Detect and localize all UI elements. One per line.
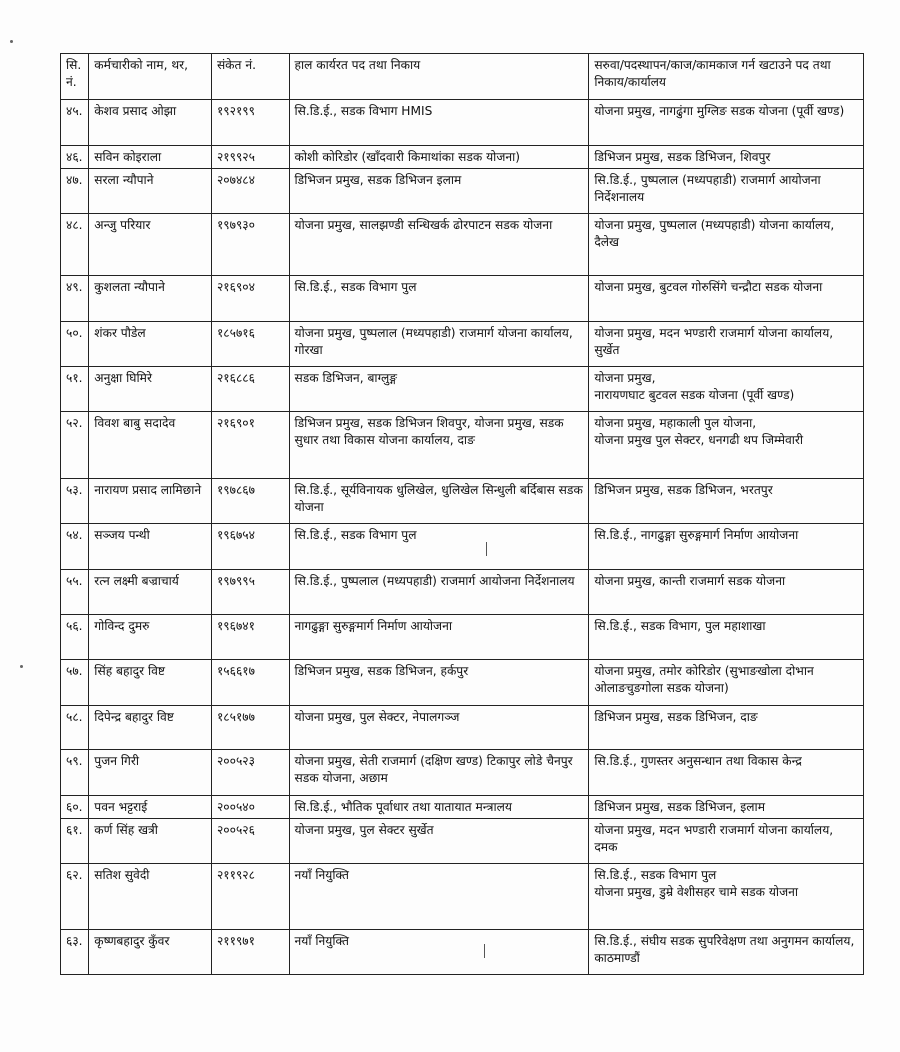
employee-name-cell: कृष्णबहादुर कुँवर	[89, 930, 212, 975]
scan-speck	[10, 40, 13, 43]
current-post-cell: कोशी कोरिडोर (खाँदवारी किमाथांका सडक योजना)	[289, 146, 589, 169]
code-cell: १९७८६७	[211, 479, 289, 524]
code-cell: २१६९०१	[211, 412, 289, 479]
serial-cell: ५७.	[61, 660, 89, 706]
transfer-post-cell	[589, 276, 864, 322]
current-post-cell: नयाँ नियुक्ति	[289, 930, 589, 975]
table-row	[61, 276, 864, 322]
table-row	[61, 524, 864, 570]
table-header-row	[61, 54, 864, 100]
employee-name-cell: केशव प्रसाद ओझा	[89, 100, 212, 146]
transfer-post-cell	[589, 169, 864, 214]
transfer-line: डिभिजन प्रमुख, सडक डिभिजन, दाङ	[594, 710, 758, 724]
table-row	[61, 706, 864, 750]
table-row	[61, 750, 864, 796]
transfer-line: डिभिजन प्रमुख, सडक डिभिजन, इलाम	[594, 800, 765, 814]
code-cell: १९६७४१	[211, 615, 289, 660]
transfer-line: योजना प्रमुख, कान्ती राजमार्ग सडक योजना	[594, 574, 786, 588]
table-row	[61, 100, 864, 146]
employee-name-cell: कुशलता न्यौपाने	[89, 276, 212, 322]
table-row	[61, 930, 864, 975]
transfer-post-cell	[589, 214, 864, 276]
transfer-post-cell	[589, 570, 864, 615]
transfer-post-cell	[589, 367, 864, 412]
employee-name-cell: दिपेन्द्र बहादुर विष्ट	[89, 706, 212, 750]
employee-name-cell: विवश बाबु सदादेव	[89, 412, 212, 479]
transfer-post-cell	[589, 796, 864, 819]
table-row	[61, 367, 864, 412]
employee-name-cell: सिंह बहादुर विष्ट	[89, 660, 212, 706]
transfer-line: डिभिजन प्रमुख, सडक डिभिजन, शिवपुर	[594, 150, 771, 164]
table-row	[61, 322, 864, 367]
employee-name-cell: पुजन गिरी	[89, 750, 212, 796]
transfer-post-cell	[589, 524, 864, 570]
header-current-post: हाल कार्यरत पद तथा निकाय	[289, 54, 589, 100]
current-post-cell: सि.डि.ई., सडक विभाग पुल	[289, 524, 589, 570]
current-post-cell: नागढुङ्गा सुरुङ्गमार्ग निर्माण आयोजना	[289, 615, 589, 660]
transfer-post-cell	[589, 819, 864, 864]
current-post-cell: सडक डिभिजन, बाग्लुङ्ग	[289, 367, 589, 412]
serial-cell: ४६.	[61, 146, 89, 169]
code-cell: १९७९९५	[211, 570, 289, 615]
code-cell: १९७९३०	[211, 214, 289, 276]
current-post-cell: सि.डि.ई., सडक विभाग HMIS	[289, 100, 589, 146]
table-row	[61, 660, 864, 706]
serial-cell: ५६.	[61, 615, 89, 660]
transfer-post-cell	[589, 322, 864, 367]
employee-name-cell: अन्जु परियार	[89, 214, 212, 276]
header-code: संकेत नं.	[211, 54, 289, 100]
code-cell: १९२१९९	[211, 100, 289, 146]
current-post-cell: डिभिजन प्रमुख, सडक डिभिजन, हर्कपुर	[289, 660, 589, 706]
transfer-line: डिभिजन प्रमुख, सडक डिभिजन, भरतपुर	[594, 483, 773, 497]
serial-cell: ६३.	[61, 930, 89, 975]
transfer-line: सि.डि.ई., नागढुङ्गा सुरुङ्गमार्ग निर्माण आयोजना	[594, 528, 799, 542]
employee-name-cell: गोविन्द दुमरु	[89, 615, 212, 660]
transfer-post-cell	[589, 100, 864, 146]
employee-name-cell: कर्ण सिंह खत्री	[89, 819, 212, 864]
transfer-post-cell	[589, 615, 864, 660]
serial-cell: ५३.	[61, 479, 89, 524]
code-cell: २११९२८	[211, 864, 289, 930]
serial-cell: ५१.	[61, 367, 89, 412]
code-cell: १५६६१७	[211, 660, 289, 706]
current-post-cell: योजना प्रमुख, पुल सेक्टर सुर्खेत	[289, 819, 589, 864]
code-cell: २००५४०	[211, 796, 289, 819]
table-row	[61, 819, 864, 864]
scan-speck	[20, 665, 23, 668]
current-post-cell: नयाँ नियुक्ति	[289, 864, 589, 930]
current-post-cell: योजना प्रमुख, सालझण्डी सन्धिखर्क ढोरपाटन सडक योजना	[289, 214, 589, 276]
table-row	[61, 479, 864, 524]
employee-name-cell: पवन भट्टराई	[89, 796, 212, 819]
current-post-cell: सि.डि.ई., सूर्यविनायक धुलिखेल, धुलिखेल सिन्धुली बर्दिबास सडक योजना	[289, 479, 589, 524]
transfer-line: योजना प्रमुख,	[594, 371, 656, 385]
employee-name-cell: सरला न्यौपाने	[89, 169, 212, 214]
header-name: कर्मचारीको नाम, थर,	[89, 54, 212, 100]
code-cell: २११९७१	[211, 930, 289, 975]
table-row	[61, 864, 864, 930]
table-row	[61, 570, 864, 615]
transfer-post-cell	[589, 864, 864, 930]
serial-cell: ५९.	[61, 750, 89, 796]
transfer-table	[60, 53, 864, 975]
serial-cell: ५८.	[61, 706, 89, 750]
code-cell: २१६९०४	[211, 276, 289, 322]
code-cell: २००५२६	[211, 819, 289, 864]
code-cell: १८५१७७	[211, 706, 289, 750]
code-cell: १८५७१६	[211, 322, 289, 367]
employee-name-cell: अनुक्षा घिमिरे	[89, 367, 212, 412]
current-post-cell: योजना प्रमुख, पुष्पलाल (मध्यपहाडी) राजमार्ग योजना कार्यालय, गोरखा	[289, 322, 589, 367]
transfer-line: योजना प्रमुख, मदन भण्डारी राजमार्ग योजना कार्यालय, सुर्खेत	[594, 326, 834, 357]
employee-name-cell: सतिश सुवेदी	[89, 864, 212, 930]
employee-name-cell: नारायण प्रसाद लामिछाने	[89, 479, 212, 524]
table-row	[61, 214, 864, 276]
serial-cell: ५५.	[61, 570, 89, 615]
transfer-line: योजना प्रमुख, बुटवल गोरुसिंगे चन्द्रौटा सडक योजना	[594, 280, 823, 294]
transfer-post-cell	[589, 412, 864, 479]
table-row	[61, 796, 864, 819]
transfer-line: योजना प्रमुख पुल सेक्टर, धनगढी थप जिम्मेवारी	[594, 433, 804, 447]
serial-cell: ६०.	[61, 796, 89, 819]
transfer-line: सि.डि.ई., पुष्पलाल (मध्यपहाडी) राजमार्ग आयोजना निर्देशनालय	[594, 173, 821, 204]
serial-cell: ५४.	[61, 524, 89, 570]
serial-cell: ४९.	[61, 276, 89, 322]
current-post-cell: सि.डि.ई., भौतिक पूर्वाधार तथा यातायात मन्त्रालय	[289, 796, 589, 819]
table-row	[61, 412, 864, 479]
transfer-post-cell	[589, 660, 864, 706]
serial-cell: ५०.	[61, 322, 89, 367]
transfer-line: सि.डि.ई., सडक विभाग, पुल महाशाखा	[594, 619, 766, 633]
employee-name-cell: शंकर पौडेल	[89, 322, 212, 367]
current-post-cell: सि.डि.ई., पुष्पलाल (मध्यपहाडी) राजमार्ग आयोजना निर्देशनालय	[289, 570, 589, 615]
transfer-post-cell	[589, 146, 864, 169]
header-transfer-post: सरुवा/पदस्थापन/काज/कामकाज गर्न खटाउने पद तथा निकाय/कार्यालय	[589, 54, 864, 100]
code-cell: १९६७५४	[211, 524, 289, 570]
employee-name-cell: सञ्जय पन्थी	[89, 524, 212, 570]
code-cell: २१६८८६	[211, 367, 289, 412]
table-row	[61, 146, 864, 169]
serial-cell: ५२.	[61, 412, 89, 479]
serial-cell: ४७.	[61, 169, 89, 214]
transfer-line: सि.डि.ई., गुणस्तर अनुसन्धान तथा विकास केन्द्र	[594, 754, 802, 768]
transfer-line: योजना प्रमुख, नागढुंगा मुग्लिङ सडक योजना (पूर्वी खण्ड)	[594, 104, 845, 118]
serial-cell: ४५.	[61, 100, 89, 146]
code-cell: २०७४८४	[211, 169, 289, 214]
table-row	[61, 169, 864, 214]
current-post-cell: योजना प्रमुख, पुल सेक्टर, नेपालगञ्ज	[289, 706, 589, 750]
transfer-line: योजना प्रमुख, मदन भण्डारी राजमार्ग योजना कार्यालय, दमक	[594, 823, 834, 854]
employee-name-cell: रत्न लक्ष्मी बज्राचार्य	[89, 570, 212, 615]
header-serial: सि. नं.	[61, 54, 89, 100]
current-post-cell: डिभिजन प्रमुख, सडक डिभिजन शिवपुर, योजना प्रमुख, सडक सुधार तथा विकास योजना कार्यालय, दाङ	[289, 412, 589, 479]
transfer-post-cell	[589, 750, 864, 796]
transfer-line: नारायणघाट बुटवल सडक योजना (पूर्वी खण्ड)	[594, 388, 795, 402]
table-row	[61, 615, 864, 660]
transfer-post-cell	[589, 930, 864, 975]
transfer-line: सि.डि.ई., संघीय सडक सुपरिवेक्षण तथा अनुगमन कार्यालय, काठमाण्डौं	[594, 934, 855, 965]
current-post-cell: डिभिजन प्रमुख, सडक डिभिजन इलाम	[289, 169, 589, 214]
transfer-post-cell	[589, 706, 864, 750]
transfer-line: योजना प्रमुख, पुष्पलाल (मध्यपहाडी) योजना कार्यालय, दैलेख	[594, 218, 835, 249]
transfer-line: योजना प्रमुख, महाकाली पुल योजना,	[594, 416, 757, 430]
code-cell: २१९९२५	[211, 146, 289, 169]
transfer-line: योजना प्रमुख, तमोर कोरिडोर (सुभाङखोला दोभान ओलाङचुङगोला सडक योजना)	[594, 664, 814, 695]
code-cell: २००५२३	[211, 750, 289, 796]
transfer-post-cell	[589, 479, 864, 524]
serial-cell: ६२.	[61, 864, 89, 930]
table-body	[61, 100, 864, 975]
transfer-line: योजना प्रमुख, डुम्रे वेशीसहर चामे सडक योजना	[594, 885, 799, 899]
serial-cell: ६१.	[61, 819, 89, 864]
transfer-line: सि.डि.ई., सडक विभाग पुल	[594, 868, 717, 882]
current-post-cell: सि.डि.ई., सडक विभाग पुल	[289, 276, 589, 322]
current-post-cell: योजना प्रमुख, सेती राजमार्ग (दक्षिण खण्ड) टिकापुर लोडे चैनपुर सडक योजना, अछाम	[289, 750, 589, 796]
serial-cell: ४८.	[61, 214, 89, 276]
employee-name-cell: सविन कोइराला	[89, 146, 212, 169]
